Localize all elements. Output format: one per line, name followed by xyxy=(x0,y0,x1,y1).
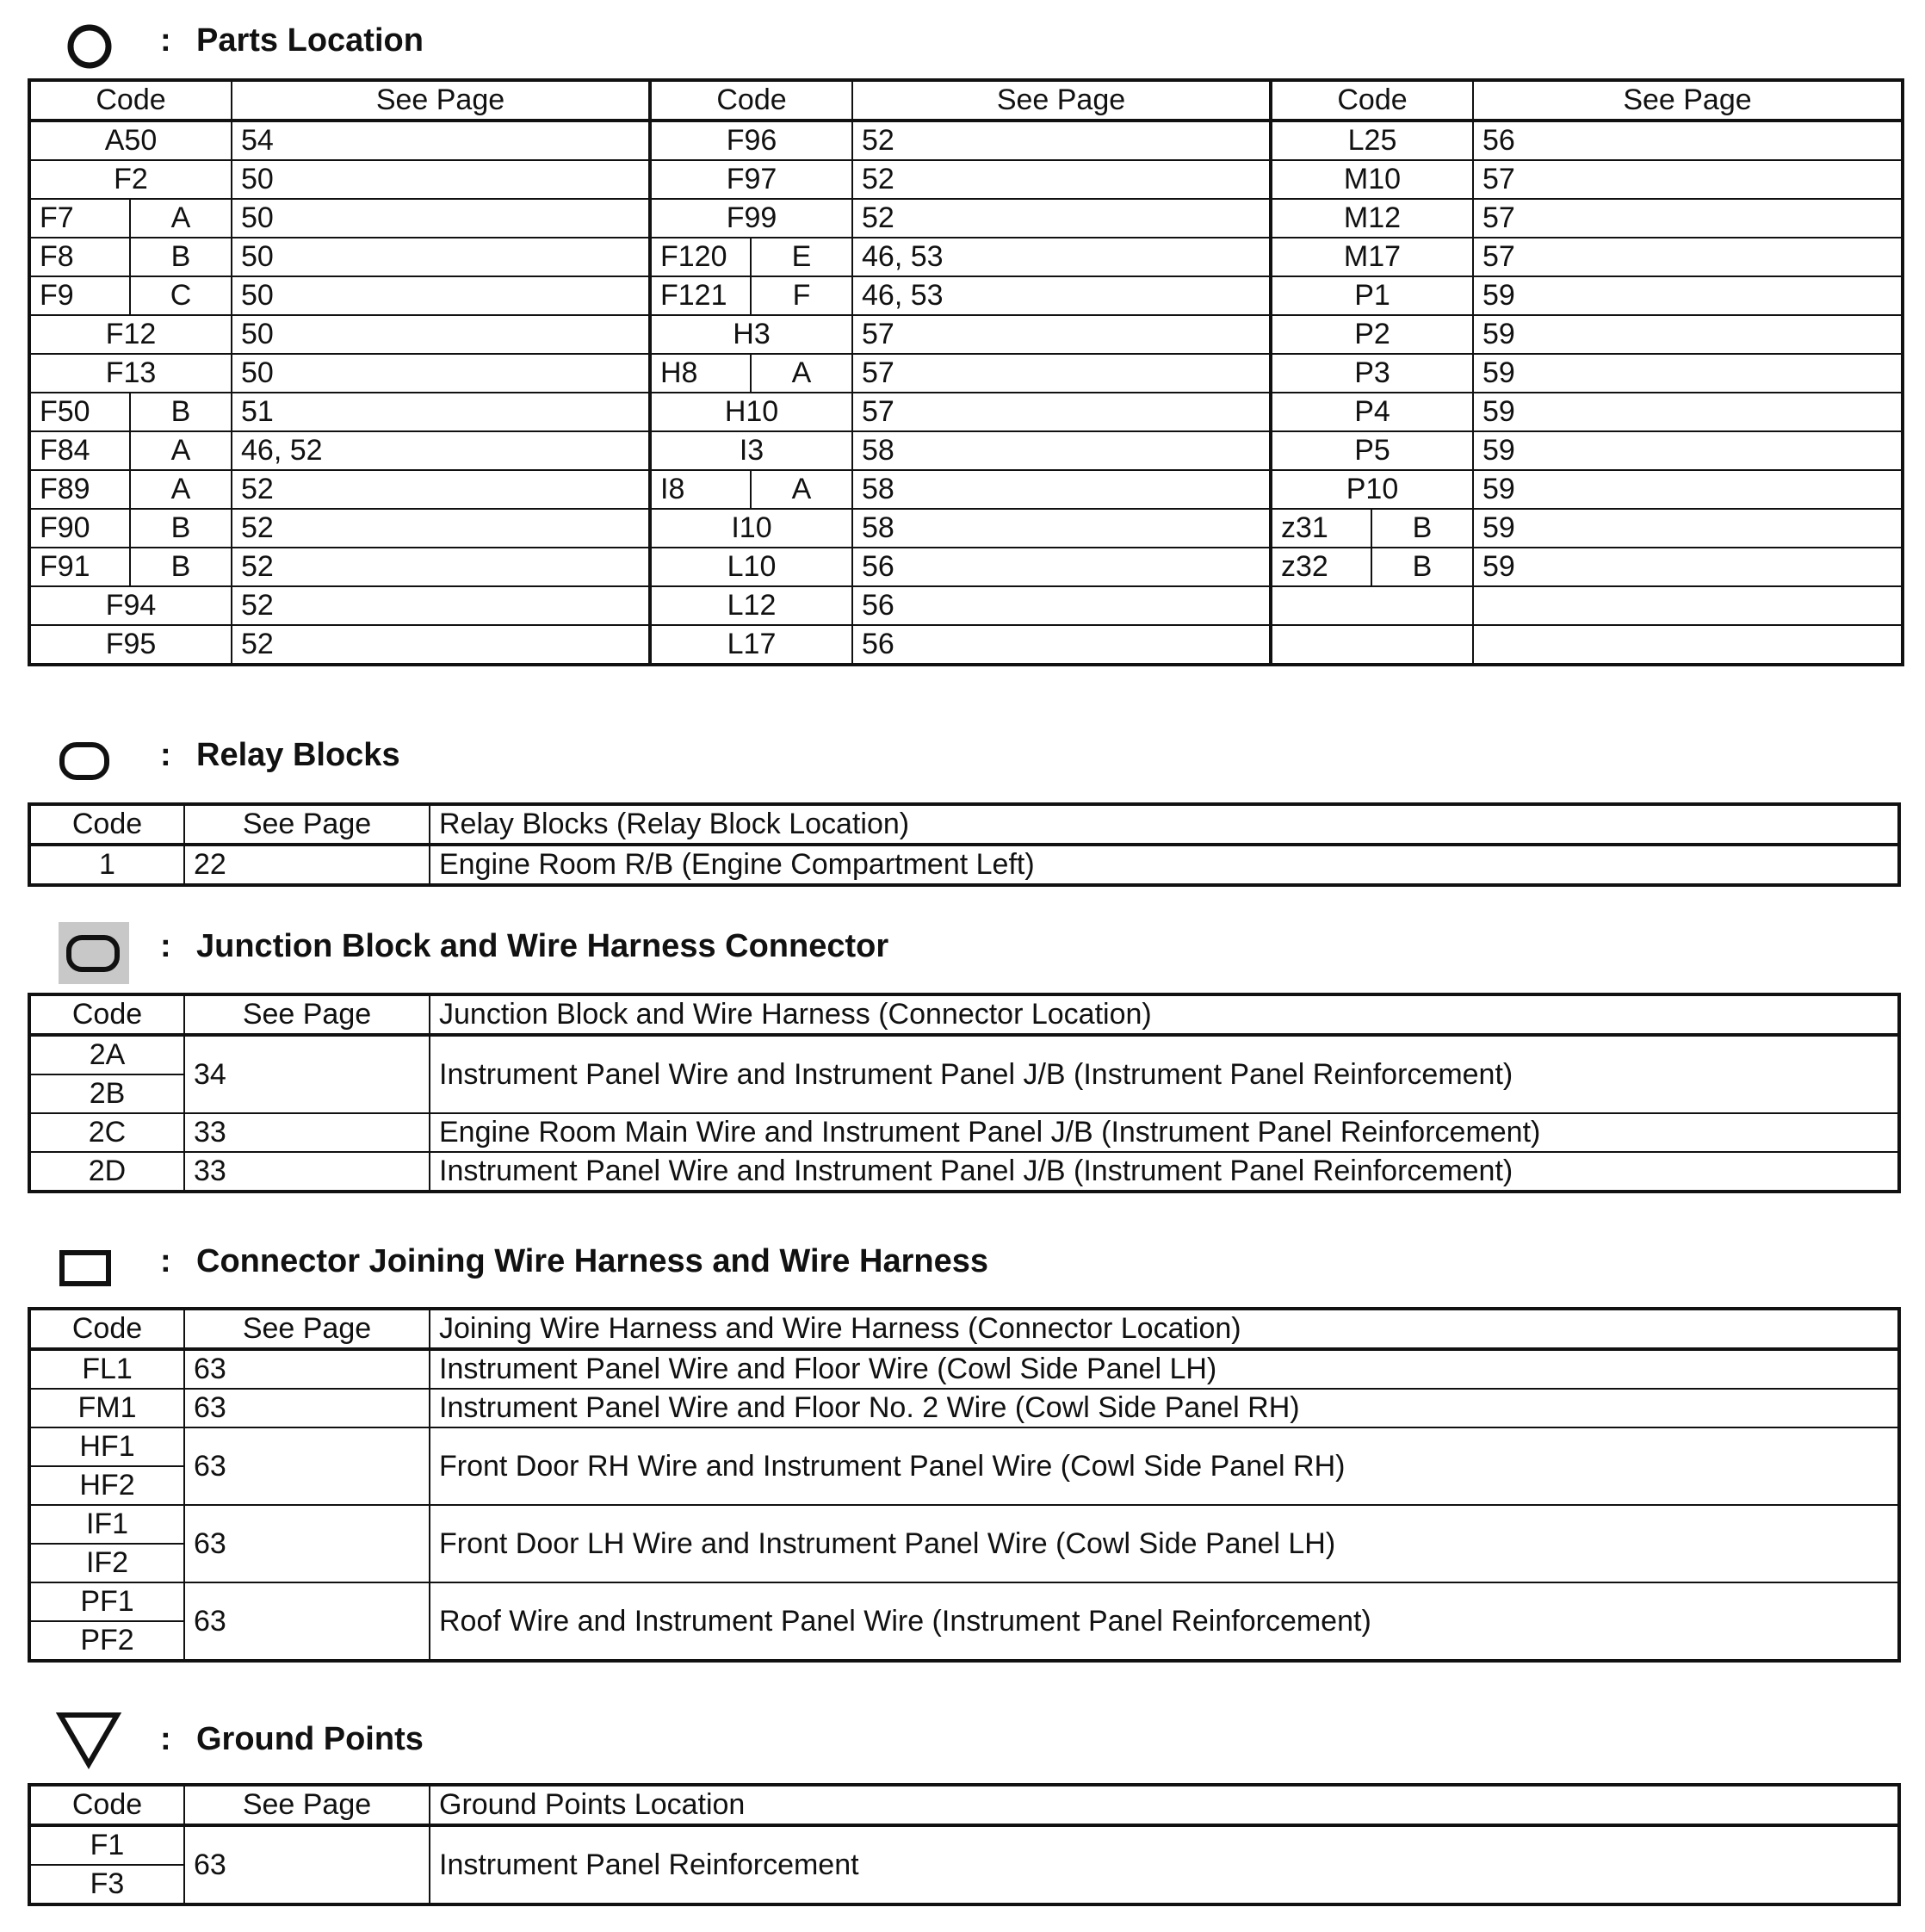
part-code: F7 xyxy=(29,199,130,238)
see-page-value: 50 xyxy=(232,276,650,315)
part-code: P5 xyxy=(1271,431,1473,470)
part-code: M12 xyxy=(1271,199,1473,238)
see-page-value: 50 xyxy=(232,238,650,276)
see-page-value: 52 xyxy=(852,199,1271,238)
table-row xyxy=(29,1035,1899,1074)
table-row xyxy=(29,1427,1899,1466)
part-code: F84 xyxy=(29,431,130,470)
code-cell: F1 xyxy=(29,1825,184,1865)
part-code: F50 xyxy=(29,393,130,431)
connector-joining-table xyxy=(28,1307,1901,1663)
section-title: Connector Joining Wire Harness and Wire Harness xyxy=(196,1243,988,1279)
location-description: Instrument Panel Reinforcement xyxy=(430,1825,1899,1904)
column-header-see-page: See Page xyxy=(184,804,430,845)
table-header-row xyxy=(29,804,1899,845)
relay-blocks-header xyxy=(52,727,1773,796)
part-code: F96 xyxy=(650,121,852,160)
see-page-value: 59 xyxy=(1473,276,1903,315)
separator-colon: : xyxy=(160,928,171,964)
see-page-value: 34 xyxy=(184,1035,430,1113)
part-code: P4 xyxy=(1271,393,1473,431)
see-page-value: 52 xyxy=(232,625,650,665)
see-page-value: 52 xyxy=(232,586,650,625)
table-header-row xyxy=(29,1785,1899,1825)
see-page-value: 57 xyxy=(1473,160,1903,199)
table-row xyxy=(29,276,1903,315)
table-row xyxy=(29,1582,1899,1621)
table-row xyxy=(29,431,1903,470)
parts-location-table xyxy=(28,78,1904,666)
see-page-value: 33 xyxy=(184,1113,430,1152)
column-header-code: Code xyxy=(650,80,852,121)
part-connector-letter: C xyxy=(130,276,232,315)
see-page-value: 56 xyxy=(852,625,1271,665)
part-connector-letter: B xyxy=(1371,548,1473,586)
part-code: L25 xyxy=(1271,121,1473,160)
part-connector-letter: E xyxy=(751,238,852,276)
part-code: P3 xyxy=(1271,354,1473,393)
ground-points-header xyxy=(52,1711,1773,1780)
table-row xyxy=(29,1825,1899,1865)
part-code: F13 xyxy=(29,354,232,393)
see-page-value: 58 xyxy=(852,470,1271,509)
column-header-code: Code xyxy=(29,1785,184,1825)
see-page-value: 57 xyxy=(852,315,1271,354)
part-code: F120 xyxy=(650,238,751,276)
part-code: F12 xyxy=(29,315,232,354)
see-page-value: 50 xyxy=(232,199,650,238)
part-code: F91 xyxy=(29,548,130,586)
section-title: Junction Block and Wire Harness Connector xyxy=(196,928,889,964)
triangle-icon xyxy=(52,1711,146,1780)
ground-points-table xyxy=(28,1783,1901,1906)
table-row xyxy=(29,238,1903,276)
column-header-code: Code xyxy=(1271,80,1473,121)
location-description: Instrument Panel Wire and Instrument Panel J/B (Instrument Panel Reinforcement) xyxy=(430,1152,1899,1192)
column-header-see-page: See Page xyxy=(184,994,430,1035)
see-page-value: 57 xyxy=(1473,238,1903,276)
part-code: L10 xyxy=(650,548,852,586)
table-header-row xyxy=(29,994,1899,1035)
part-code: F90 xyxy=(29,509,130,548)
see-page-value: 59 xyxy=(1473,509,1903,548)
table-row xyxy=(29,509,1903,548)
separator-colon: : xyxy=(160,1721,171,1757)
part-connector-letter: F xyxy=(751,276,852,315)
part-connector-letter: A xyxy=(130,199,232,238)
column-header-description: Junction Block and Wire Harness (Connector Location) xyxy=(430,994,1899,1035)
part-code: F94 xyxy=(29,586,232,625)
part-code: F99 xyxy=(650,199,852,238)
part-code: I3 xyxy=(650,431,852,470)
code-cell: 2C xyxy=(29,1113,184,1152)
see-page-value: 46, 52 xyxy=(232,431,650,470)
part-code: I8 xyxy=(650,470,751,509)
code-cell: IF2 xyxy=(29,1544,184,1582)
part-code: F89 xyxy=(29,470,130,509)
part-code: I10 xyxy=(650,509,852,548)
code-cell: 2D xyxy=(29,1152,184,1192)
see-page-value: 63 xyxy=(184,1349,430,1389)
table-row xyxy=(29,470,1903,509)
part-code: L17 xyxy=(650,625,852,665)
part-code: z31 xyxy=(1271,509,1371,548)
see-page-value: 56 xyxy=(852,586,1271,625)
location-description: Front Door LH Wire and Instrument Panel Wire (Cowl Side Panel LH) xyxy=(430,1505,1899,1582)
junction-block-header xyxy=(52,918,1773,987)
see-page-value: 51 xyxy=(232,393,650,431)
location-description: Engine Room R/B (Engine Compartment Left) xyxy=(430,845,1899,885)
see-page-value: 57 xyxy=(852,354,1271,393)
part-code: F9 xyxy=(29,276,130,315)
part-connector-letter: B xyxy=(1371,509,1473,548)
see-page-value: 63 xyxy=(184,1427,430,1505)
part-code: F97 xyxy=(650,160,852,199)
see-page-value: 57 xyxy=(1473,199,1903,238)
separator-colon: : xyxy=(160,1243,171,1279)
column-header-code: Code xyxy=(29,1309,184,1349)
column-header-see-page: See Page xyxy=(1473,80,1903,121)
column-header-code: Code xyxy=(29,80,232,121)
part-code: P1 xyxy=(1271,276,1473,315)
separator-colon: : xyxy=(160,22,171,59)
code-cell: 2B xyxy=(29,1074,184,1113)
table-row xyxy=(29,1389,1899,1427)
parts-location-header xyxy=(52,12,1773,81)
location-description: Front Door RH Wire and Instrument Panel Wire (Cowl Side Panel RH) xyxy=(430,1427,1899,1505)
table-row xyxy=(29,354,1903,393)
see-page-value: 59 xyxy=(1473,470,1903,509)
part-connector-letter: B xyxy=(130,548,232,586)
code-cell: 1 xyxy=(29,845,184,885)
table-row xyxy=(29,625,1903,665)
part-code: P10 xyxy=(1271,470,1473,509)
see-page-value: 33 xyxy=(184,1152,430,1192)
column-header-code: Code xyxy=(29,994,184,1035)
see-page-value: 50 xyxy=(232,315,650,354)
see-page-value: 59 xyxy=(1473,393,1903,431)
part-code: P2 xyxy=(1271,315,1473,354)
table-row xyxy=(29,315,1903,354)
see-page-value: 59 xyxy=(1473,354,1903,393)
column-header-see-page: See Page xyxy=(184,1309,430,1349)
see-page-value: 59 xyxy=(1473,315,1903,354)
location-description: Instrument Panel Wire and Floor No. 2 Wire (Cowl Side Panel RH) xyxy=(430,1389,1899,1427)
column-header-see-page: See Page xyxy=(852,80,1271,121)
code-cell: HF1 xyxy=(29,1427,184,1466)
table-row xyxy=(29,845,1899,885)
table-row xyxy=(29,586,1903,625)
table-header-row xyxy=(29,80,1903,121)
part-code: F8 xyxy=(29,238,130,276)
part-connector-letter: A xyxy=(751,354,852,393)
junction-block-table xyxy=(28,993,1901,1193)
part-code: F2 xyxy=(29,160,232,199)
part-code: F95 xyxy=(29,625,232,665)
column-header-description: Relay Blocks (Relay Block Location) xyxy=(430,804,1899,845)
see-page-value: 50 xyxy=(232,160,650,199)
location-description: Instrument Panel Wire and Floor Wire (Cowl Side Panel LH) xyxy=(430,1349,1899,1389)
part-code: M10 xyxy=(1271,160,1473,199)
see-page-value: 52 xyxy=(852,121,1271,160)
part-code xyxy=(1271,586,1473,625)
location-description: Roof Wire and Instrument Panel Wire (Instrument Panel Reinforcement) xyxy=(430,1582,1899,1661)
column-header-see-page: See Page xyxy=(184,1785,430,1825)
see-page-value xyxy=(1473,625,1903,665)
relay-blocks-table xyxy=(28,802,1901,887)
see-page-value: 52 xyxy=(852,160,1271,199)
table-header-row xyxy=(29,1309,1899,1349)
part-connector-letter: A xyxy=(130,470,232,509)
see-page-value: 46, 53 xyxy=(852,238,1271,276)
see-page-value: 46, 53 xyxy=(852,276,1271,315)
see-page-value: 58 xyxy=(852,431,1271,470)
column-header-description: Ground Points Location xyxy=(430,1785,1899,1825)
location-description: Instrument Panel Wire and Instrument Panel J/B (Instrument Panel Reinforcement) xyxy=(430,1035,1899,1113)
section-title: Parts Location xyxy=(196,22,424,59)
code-cell: IF1 xyxy=(29,1505,184,1544)
see-page-value: 63 xyxy=(184,1582,430,1661)
part-code: H3 xyxy=(650,315,852,354)
rounded-rect-icon xyxy=(52,727,146,796)
code-cell: PF2 xyxy=(29,1621,184,1661)
table-row xyxy=(29,199,1903,238)
code-cell: F3 xyxy=(29,1865,184,1904)
part-code: H8 xyxy=(650,354,751,393)
part-code: F121 xyxy=(650,276,751,315)
table-row xyxy=(29,1113,1899,1152)
connector-joining-header xyxy=(52,1233,1773,1302)
column-header-description: Joining Wire Harness and Wire Harness (Connector Location) xyxy=(430,1309,1899,1349)
shaded-rounded-rect-icon xyxy=(52,918,146,987)
see-page-value: 63 xyxy=(184,1505,430,1582)
part-connector-letter: A xyxy=(751,470,852,509)
see-page-value: 54 xyxy=(232,121,650,160)
code-cell: 2A xyxy=(29,1035,184,1074)
circle-icon xyxy=(52,12,146,81)
part-code: L12 xyxy=(650,586,852,625)
table-row xyxy=(29,160,1903,199)
see-page-value: 56 xyxy=(1473,121,1903,160)
see-page-value: 52 xyxy=(232,509,650,548)
code-cell: PF1 xyxy=(29,1582,184,1621)
see-page-value: 63 xyxy=(184,1825,430,1904)
part-code: M17 xyxy=(1271,238,1473,276)
see-page-value: 56 xyxy=(852,548,1271,586)
section-title: Relay Blocks xyxy=(196,737,400,773)
part-code: H10 xyxy=(650,393,852,431)
see-page-value: 57 xyxy=(852,393,1271,431)
part-code: z32 xyxy=(1271,548,1371,586)
see-page-value: 63 xyxy=(184,1389,430,1427)
column-header-code: Code xyxy=(29,804,184,845)
see-page-value: 52 xyxy=(232,470,650,509)
code-cell: FL1 xyxy=(29,1349,184,1389)
rectangle-icon xyxy=(52,1233,146,1302)
section-title: Ground Points xyxy=(196,1721,424,1757)
table-row xyxy=(29,393,1903,431)
part-code xyxy=(1271,625,1473,665)
code-cell: FM1 xyxy=(29,1389,184,1427)
column-header-see-page: See Page xyxy=(232,80,650,121)
part-code: A50 xyxy=(29,121,232,160)
table-row xyxy=(29,548,1903,586)
table-row xyxy=(29,121,1903,160)
see-page-value: 58 xyxy=(852,509,1271,548)
table-row xyxy=(29,1349,1899,1389)
see-page-value: 50 xyxy=(232,354,650,393)
part-connector-letter: B xyxy=(130,393,232,431)
table-row xyxy=(29,1152,1899,1192)
see-page-value: 22 xyxy=(184,845,430,885)
part-connector-letter: B xyxy=(130,238,232,276)
code-cell: HF2 xyxy=(29,1466,184,1505)
location-description: Engine Room Main Wire and Instrument Panel J/B (Instrument Panel Reinforcement) xyxy=(430,1113,1899,1152)
see-page-value xyxy=(1473,586,1903,625)
see-page-value: 59 xyxy=(1473,431,1903,470)
part-connector-letter: A xyxy=(130,431,232,470)
see-page-value: 52 xyxy=(232,548,650,586)
part-connector-letter: B xyxy=(130,509,232,548)
separator-colon: : xyxy=(160,737,171,773)
see-page-value: 59 xyxy=(1473,548,1903,586)
table-row xyxy=(29,1505,1899,1544)
